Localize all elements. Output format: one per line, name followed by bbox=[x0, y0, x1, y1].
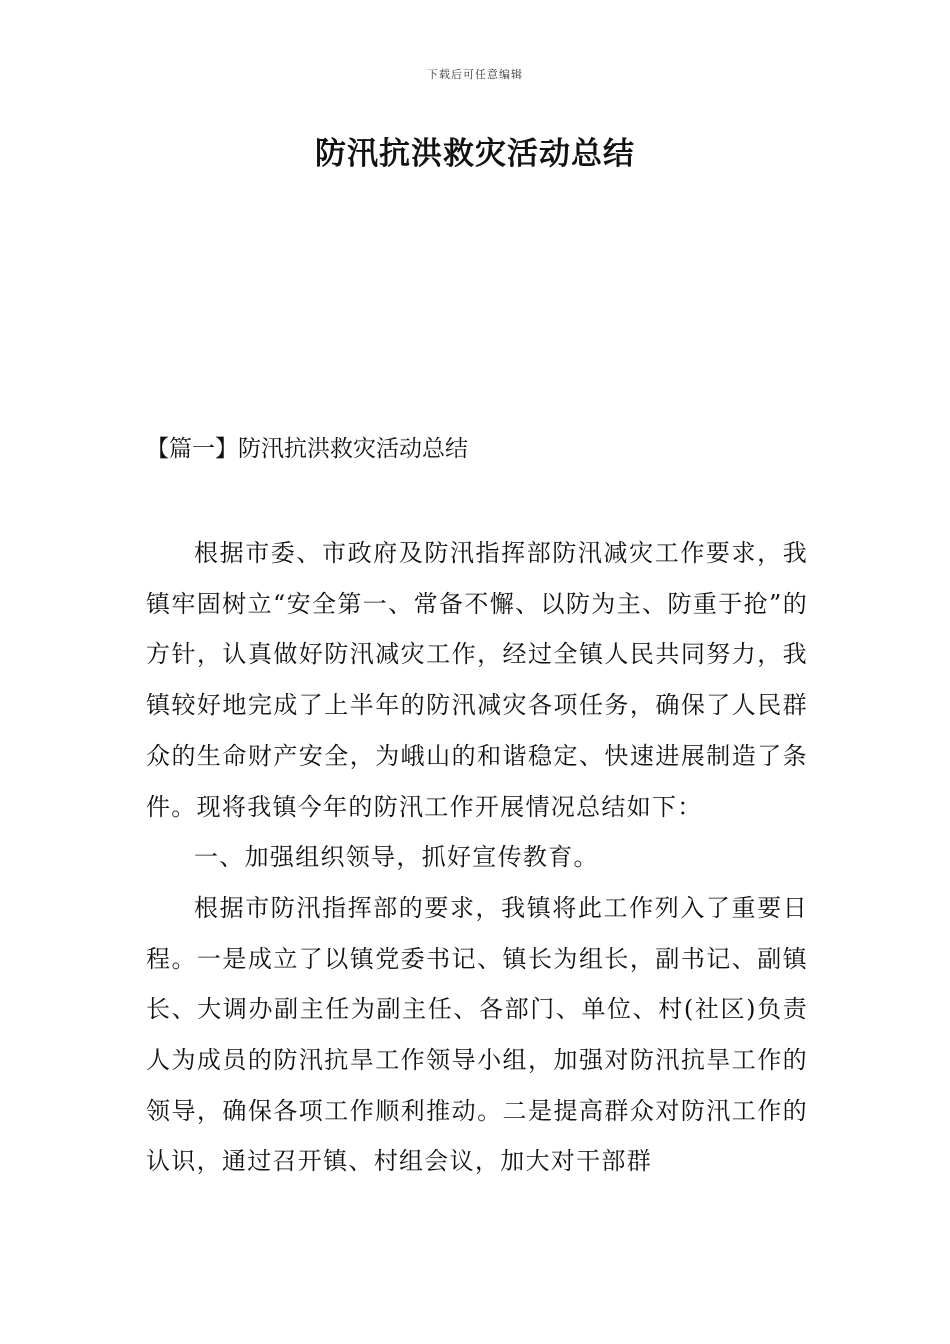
body-text bbox=[146, 528, 808, 1187]
paragraph-organization: 根据市防汛指挥部的要求，我镇将此工作列入了重要日程。一是成立了以镇党委书记、镇长为组长，副书记、副镇长、大调办副主任为副主任、各部门、单位、村(社区)负责人为成员的防汛抗旱工作领导小组，加强对防汛抗旱工作的领导，确保各项工作顺利推动。二是提高群众对防汛工作的认识，通过召开镇、村组会议，加大对干部群 bbox=[146, 893, 808, 1176]
section-heading: 【篇一】防汛抗洪救灾活动总结 bbox=[146, 436, 468, 462]
paragraph-subheading-1: 一、加强组织领导，抓好宣传教育。 bbox=[194, 843, 599, 872]
header-note: 下载后可任意编辑 bbox=[427, 68, 523, 81]
paragraph-intro: 根据市委、市政府及防汛指挥部防汛减灾工作要求，我镇牢固树立“安全第一、常备不懈、以防为主、防重于抢”的方针，认真做好防汛减灾工作，经过全镇人民共同努力，我镇较好地完成了上半年的防汛减灾各项任务，确保了人民群众的生命财产安全，为峨山的和谐稳定、快速进展制造了条件。现将我镇今年的防汛工作开展情况总结如下： bbox=[146, 539, 808, 821]
document-title: 防汛抗洪救灾活动总结 bbox=[315, 136, 635, 172]
